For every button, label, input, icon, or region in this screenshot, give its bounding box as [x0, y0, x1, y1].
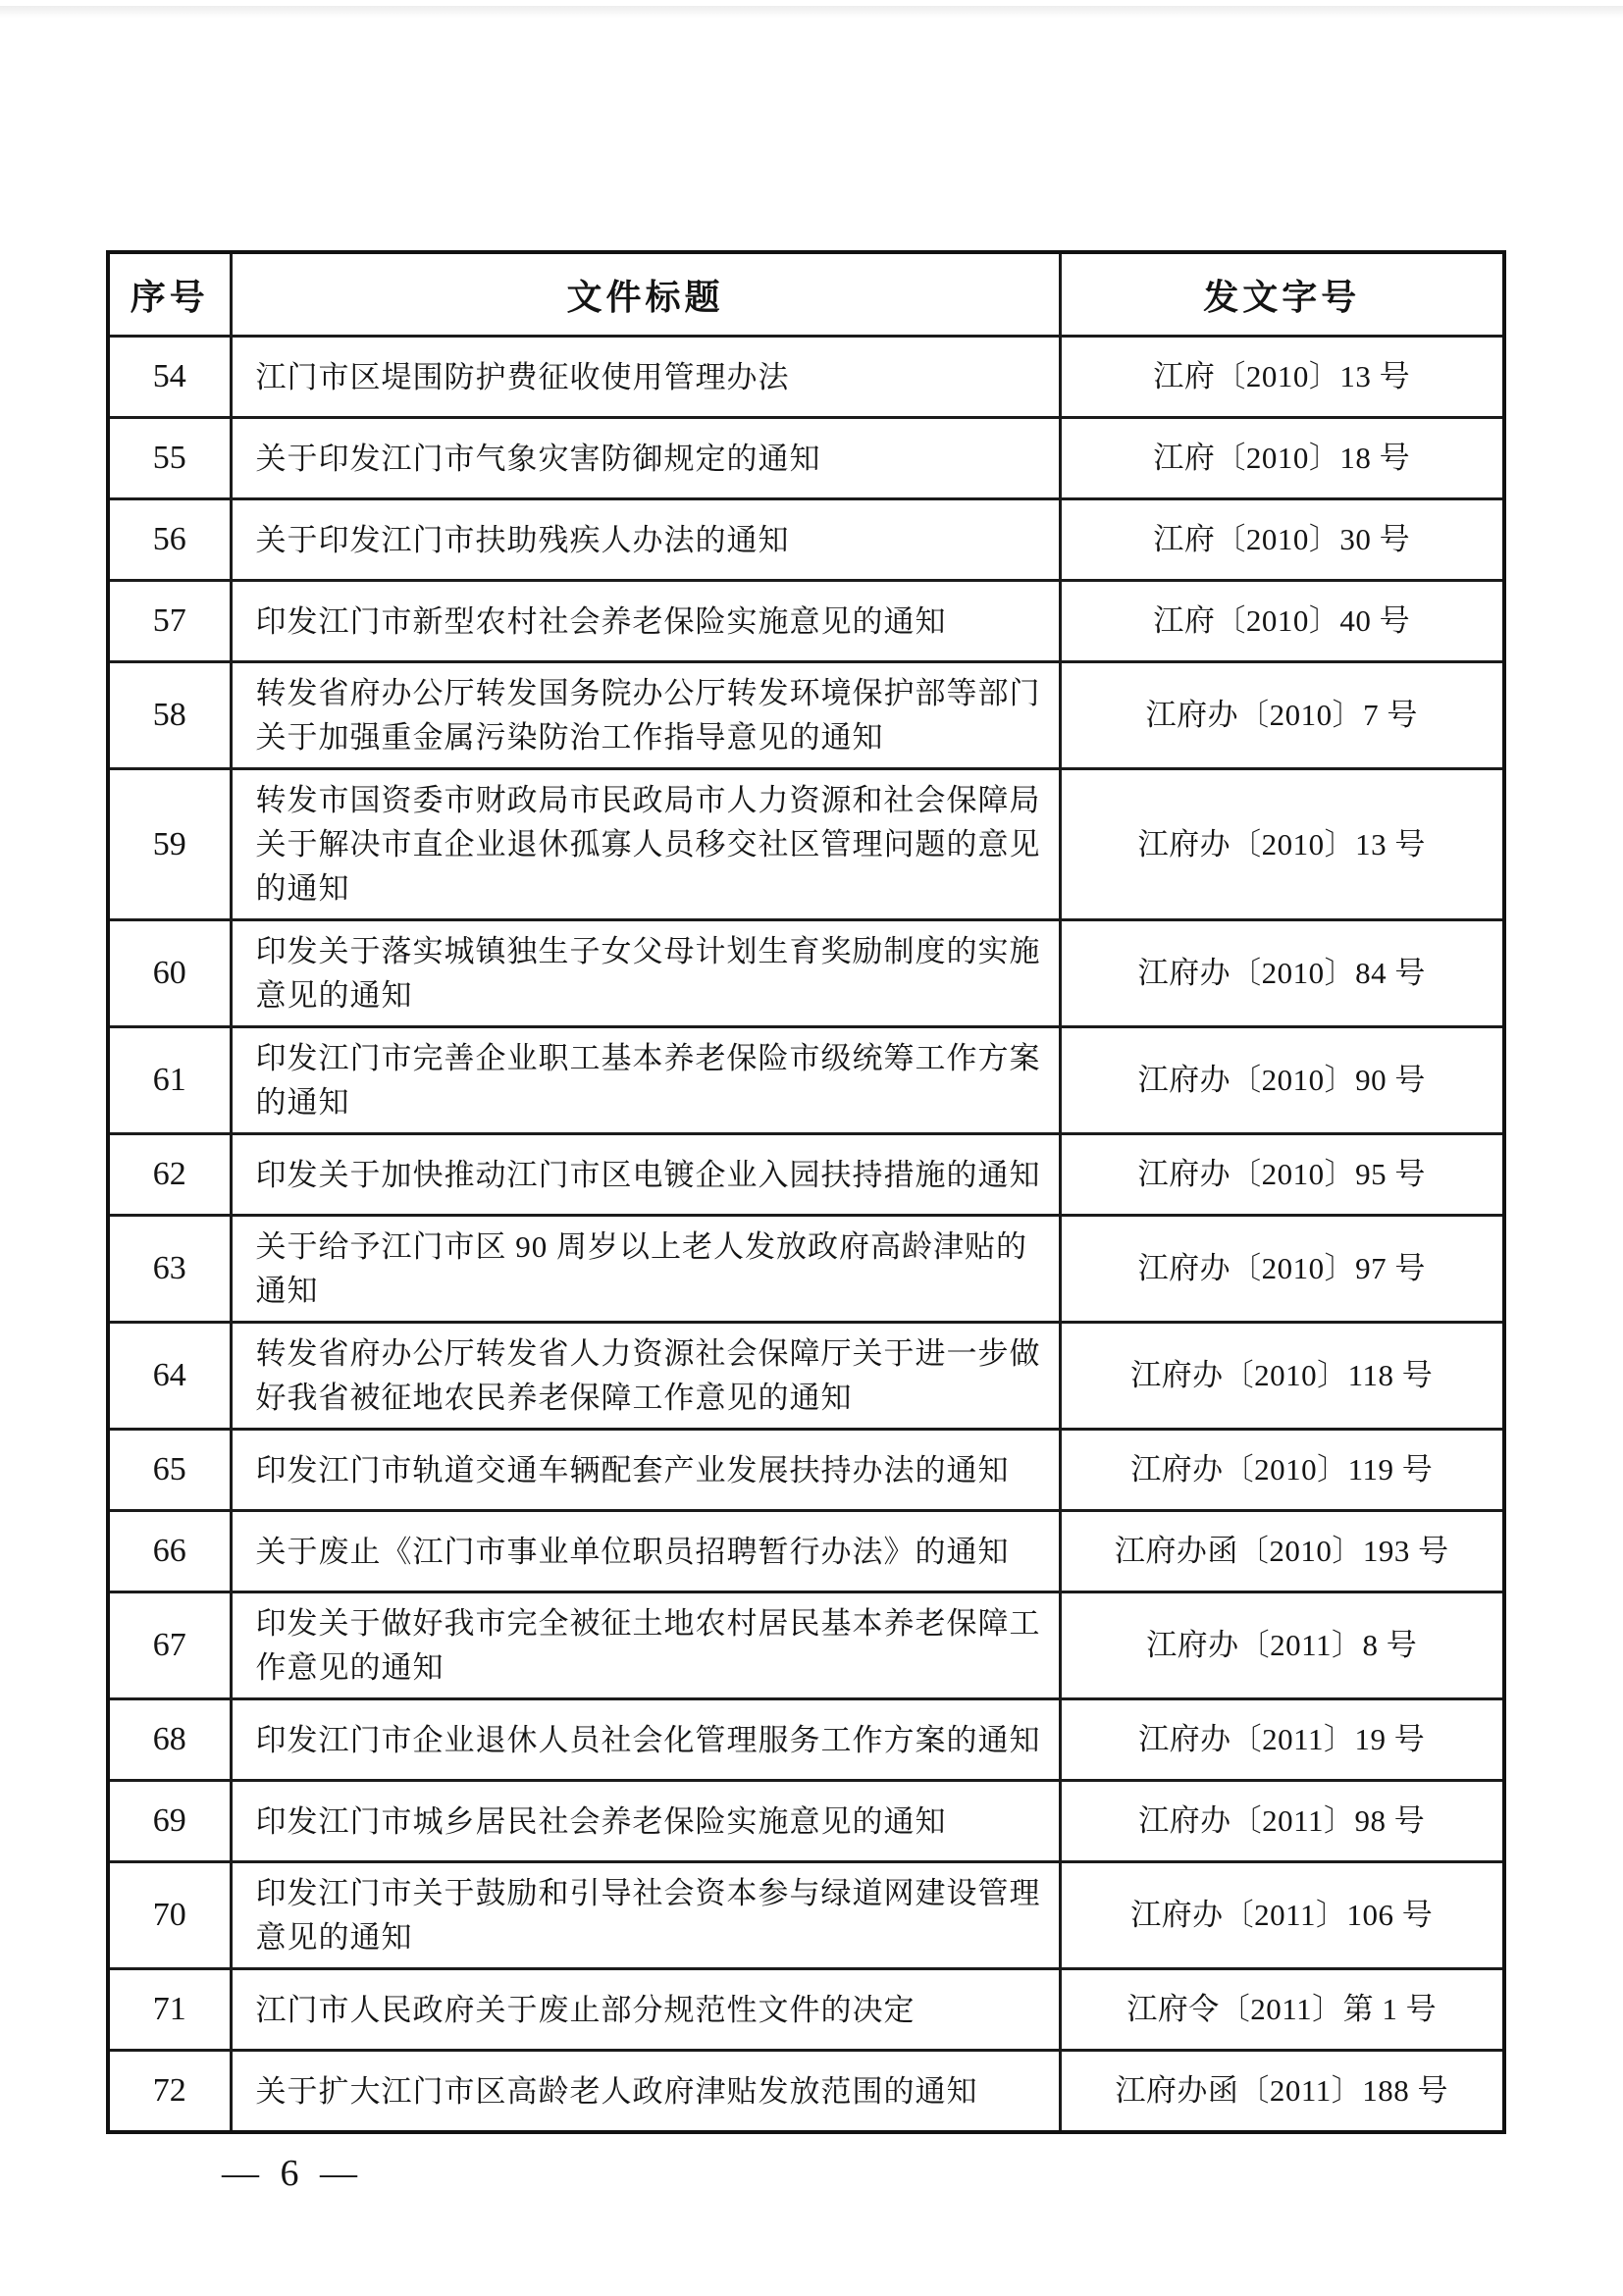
row-document-title: 转发省府办公厅转发国务院办公厅转发环境保护部等部门关于加强重金属污染防治工作指导意见的通知 [231, 662, 1060, 769]
header-serial-number: 序号 [108, 252, 231, 337]
header-document-number: 发文字号 [1060, 252, 1504, 337]
row-document-number: 江府办〔2011〕98 号 [1060, 1781, 1504, 1862]
table-row [108, 1134, 1504, 1216]
table-header-row [108, 252, 1504, 337]
row-document-title: 印发关于落实城镇独生子女父母计划生育奖励制度的实施意见的通知 [231, 920, 1060, 1027]
row-document-title: 江门市区堤围防护费征收使用管理办法 [231, 337, 1060, 418]
table-row [108, 1699, 1504, 1781]
row-serial-number: 54 [108, 337, 231, 418]
row-document-title: 印发江门市完善企业职工基本养老保险市级统筹工作方案的通知 [231, 1027, 1060, 1134]
row-document-title: 转发省府办公厅转发省人力资源社会保障厅关于进一步做好我省被征地农民养老保障工作意见的通知 [231, 1323, 1060, 1430]
table-row [108, 1027, 1504, 1134]
row-document-number: 江府〔2010〕40 号 [1060, 581, 1504, 662]
row-serial-number: 68 [108, 1699, 231, 1781]
row-serial-number: 60 [108, 920, 231, 1027]
row-document-title: 印发关于加快推动江门市区电镀企业入园扶持措施的通知 [231, 1134, 1060, 1216]
row-document-number: 江府办〔2010〕95 号 [1060, 1134, 1504, 1216]
table-row [108, 2051, 1504, 2133]
row-serial-number: 63 [108, 1216, 231, 1323]
row-serial-number: 72 [108, 2051, 231, 2133]
row-document-number: 江府〔2010〕13 号 [1060, 337, 1504, 418]
row-document-title: 关于印发江门市气象灾害防御规定的通知 [231, 418, 1060, 499]
row-document-number: 江府办函〔2010〕193 号 [1060, 1511, 1504, 1592]
page-number: — 6 — [222, 2153, 363, 2194]
table-row [108, 1216, 1504, 1323]
table-row [108, 920, 1504, 1027]
row-serial-number: 70 [108, 1862, 231, 1969]
row-serial-number: 67 [108, 1592, 231, 1699]
row-document-number: 江府办〔2011〕19 号 [1060, 1699, 1504, 1781]
row-document-number: 江府办〔2010〕84 号 [1060, 920, 1504, 1027]
document-page-content [106, 250, 1502, 2195]
table-row [108, 337, 1504, 418]
table-row [108, 1323, 1504, 1430]
row-document-title: 关于印发江门市扶助残疾人办法的通知 [231, 499, 1060, 581]
row-document-title: 印发江门市轨道交通车辆配套产业发展扶持办法的通知 [231, 1430, 1060, 1511]
row-serial-number: 56 [108, 499, 231, 581]
table-row [108, 499, 1504, 581]
row-document-title: 印发江门市企业退休人员社会化管理服务工作方案的通知 [231, 1699, 1060, 1781]
row-document-number: 江府办函〔2011〕188 号 [1060, 2051, 1504, 2133]
row-document-title: 关于废止《江门市事业单位职员招聘暂行办法》的通知 [231, 1511, 1060, 1592]
row-document-number: 江府办〔2010〕90 号 [1060, 1027, 1504, 1134]
row-serial-number: 65 [108, 1430, 231, 1511]
row-serial-number: 62 [108, 1134, 231, 1216]
row-serial-number: 64 [108, 1323, 231, 1430]
table-body [108, 337, 1504, 2133]
table-row [108, 769, 1504, 920]
row-serial-number: 58 [108, 662, 231, 769]
row-document-title: 关于给予江门市区 90 周岁以上老人发放政府高龄津贴的通知 [231, 1216, 1060, 1323]
row-serial-number: 71 [108, 1969, 231, 2051]
row-document-number: 江府办〔2010〕118 号 [1060, 1323, 1504, 1430]
row-serial-number: 61 [108, 1027, 231, 1134]
table-row [108, 418, 1504, 499]
row-document-number: 江府〔2010〕18 号 [1060, 418, 1504, 499]
scan-artifact-band [0, 6, 1623, 18]
row-serial-number: 66 [108, 1511, 231, 1592]
row-document-title: 江门市人民政府关于废止部分规范性文件的决定 [231, 1969, 1060, 2051]
table-row [108, 1511, 1504, 1592]
header-document-title: 文件标题 [231, 252, 1060, 337]
row-document-number: 江府办〔2010〕13 号 [1060, 769, 1504, 920]
table-row [108, 1781, 1504, 1862]
row-document-number: 江府办〔2010〕119 号 [1060, 1430, 1504, 1511]
table-row [108, 581, 1504, 662]
table-row [108, 1862, 1504, 1969]
row-serial-number: 55 [108, 418, 231, 499]
row-document-title: 关于扩大江门市区高龄老人政府津贴发放范围的通知 [231, 2051, 1060, 2133]
row-serial-number: 69 [108, 1781, 231, 1862]
row-document-title: 印发关于做好我市完全被征土地农村居民基本养老保障工作意见的通知 [231, 1592, 1060, 1699]
table-row [108, 662, 1504, 769]
row-document-title: 转发市国资委市财政局市民政局市人力资源和社会保障局关于解决市直企业退休孤寡人员移交社区管理问题的意见的通知 [231, 769, 1060, 920]
row-document-title: 印发江门市关于鼓励和引导社会资本参与绿道网建设管理意见的通知 [231, 1862, 1060, 1969]
document-list-table [106, 250, 1506, 2134]
row-document-number: 江府办〔2011〕106 号 [1060, 1862, 1504, 1969]
row-document-title: 印发江门市新型农村社会养老保险实施意见的通知 [231, 581, 1060, 662]
row-document-number: 江府令〔2011〕第 1 号 [1060, 1969, 1504, 2051]
row-document-title: 印发江门市城乡居民社会养老保险实施意见的通知 [231, 1781, 1060, 1862]
row-serial-number: 57 [108, 581, 231, 662]
row-document-number: 江府办〔2010〕97 号 [1060, 1216, 1504, 1323]
table-row [108, 1430, 1504, 1511]
row-serial-number: 59 [108, 769, 231, 920]
row-document-number: 江府办〔2010〕7 号 [1060, 662, 1504, 769]
row-document-number: 江府〔2010〕30 号 [1060, 499, 1504, 581]
table-row [108, 1969, 1504, 2051]
table-row [108, 1592, 1504, 1699]
row-document-number: 江府办〔2011〕8 号 [1060, 1592, 1504, 1699]
